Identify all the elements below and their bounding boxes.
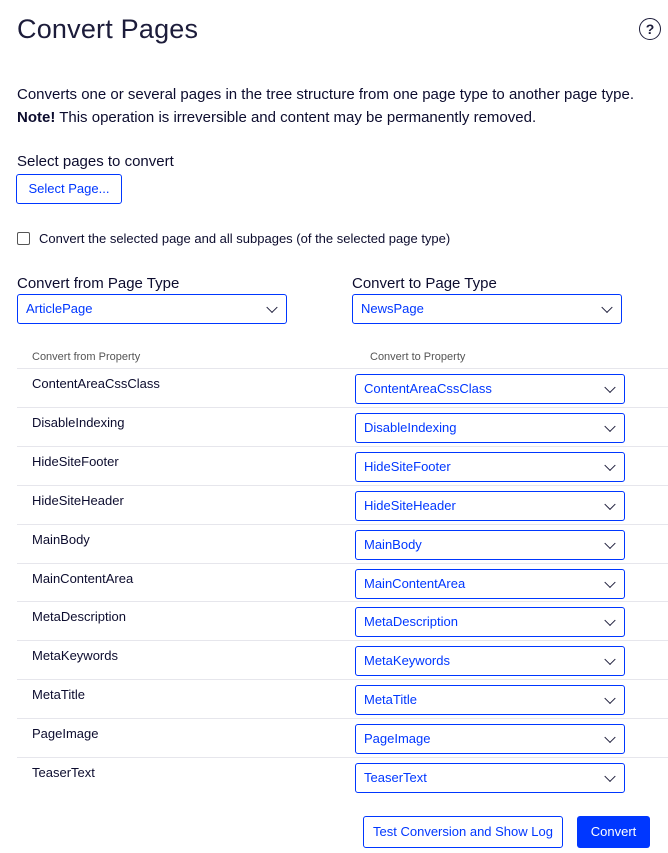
to-property-value: MetaTitle — [364, 692, 417, 707]
to-property-value: DisableIndexing — [364, 420, 457, 435]
to-property-dropdown[interactable] — [355, 685, 625, 715]
chevron-down-icon — [604, 615, 615, 626]
chevron-down-icon — [604, 382, 615, 393]
note-text: This operation is irreversible and content may be permanently removed. — [55, 109, 537, 126]
mapping-row — [17, 718, 668, 757]
to-property-dropdown[interactable] — [355, 607, 625, 637]
to-property-dropdown[interactable] — [355, 724, 625, 754]
to-property-dropdown[interactable] — [355, 491, 625, 521]
to-property-dropdown[interactable] — [355, 413, 625, 443]
chevron-down-icon — [604, 499, 615, 510]
from-property-name: DisableIndexing — [32, 415, 125, 430]
mapping-row — [17, 407, 668, 446]
to-property-dropdown[interactable] — [355, 374, 625, 404]
include-subpages-label: Convert the selected page and all subpages (of the selected page type) — [39, 231, 451, 246]
chevron-down-icon — [601, 302, 612, 313]
to-type-dropdown[interactable] — [352, 294, 622, 324]
to-property-value: HideSiteFooter — [364, 459, 451, 474]
mapping-row — [17, 601, 668, 640]
to-property-dropdown[interactable] — [355, 646, 625, 676]
from-property-name: MetaTitle — [32, 687, 85, 702]
mapping-row — [17, 640, 668, 679]
mapping-row — [17, 446, 668, 485]
from-type-dropdown[interactable] — [17, 294, 287, 324]
to-property-value: MainBody — [364, 537, 422, 552]
to-property-dropdown[interactable] — [355, 530, 625, 560]
to-property-value: TeaserText — [364, 770, 427, 785]
chevron-down-icon — [266, 302, 277, 313]
from-property-name: PageImage — [32, 726, 99, 741]
chevron-down-icon — [604, 654, 615, 665]
to-property-value: MetaKeywords — [364, 653, 450, 668]
from-property-name: HideSiteHeader — [32, 493, 124, 508]
from-property-name: MetaKeywords — [32, 648, 118, 663]
mapping-row — [17, 485, 668, 524]
test-conversion-button[interactable]: Test Conversion and Show Log — [363, 816, 563, 848]
from-type-label: Convert from Page Type — [17, 275, 180, 292]
from-property-name: ContentAreaCssClass — [32, 376, 160, 391]
from-property-name: MainContentArea — [32, 571, 134, 586]
chevron-down-icon — [604, 577, 615, 588]
to-property-header: Convert to Property — [370, 351, 466, 363]
description-text: Converts one or several pages in the tree structure from one page type to another page type. — [17, 86, 635, 103]
chevron-down-icon — [604, 460, 615, 471]
mapping-row — [17, 679, 668, 718]
chevron-down-icon — [604, 771, 615, 782]
from-property-name: MetaDescription — [32, 609, 126, 624]
mapping-row — [17, 524, 668, 563]
from-type-value: ArticlePage — [26, 301, 93, 316]
to-property-value: MetaDescription — [364, 614, 458, 629]
to-property-dropdown[interactable] — [355, 452, 625, 482]
convert-button[interactable]: Convert — [577, 816, 650, 848]
note-label: Note! — [17, 109, 56, 126]
select-pages-label: Select pages to convert — [17, 153, 174, 170]
help-icon[interactable]: ? — [639, 18, 661, 40]
from-property-name: HideSiteFooter — [32, 454, 119, 469]
to-property-value: MainContentArea — [364, 576, 466, 591]
to-property-value: PageImage — [364, 731, 431, 746]
to-type-label: Convert to Page Type — [352, 275, 497, 292]
from-property-name: MainBody — [32, 532, 90, 547]
to-property-dropdown[interactable] — [355, 569, 625, 599]
from-property-name: TeaserText — [32, 765, 95, 780]
page-title: Convert Pages — [17, 14, 199, 44]
mapping-row — [17, 368, 668, 407]
chevron-down-icon — [604, 693, 615, 704]
from-property-header: Convert from Property — [32, 351, 141, 363]
to-property-value: ContentAreaCssClass — [364, 381, 492, 396]
to-property-dropdown[interactable] — [355, 763, 625, 793]
mapping-row — [17, 563, 668, 602]
to-type-value: NewsPage — [361, 301, 424, 316]
select-page-button[interactable]: Select Page... — [16, 174, 122, 204]
warning-note — [17, 109, 536, 126]
chevron-down-icon — [604, 732, 615, 743]
chevron-down-icon — [604, 538, 615, 549]
include-subpages-checkbox[interactable] — [17, 232, 30, 245]
mapping-row — [17, 757, 668, 796]
chevron-down-icon — [604, 421, 615, 432]
to-property-value: HideSiteHeader — [364, 498, 456, 513]
